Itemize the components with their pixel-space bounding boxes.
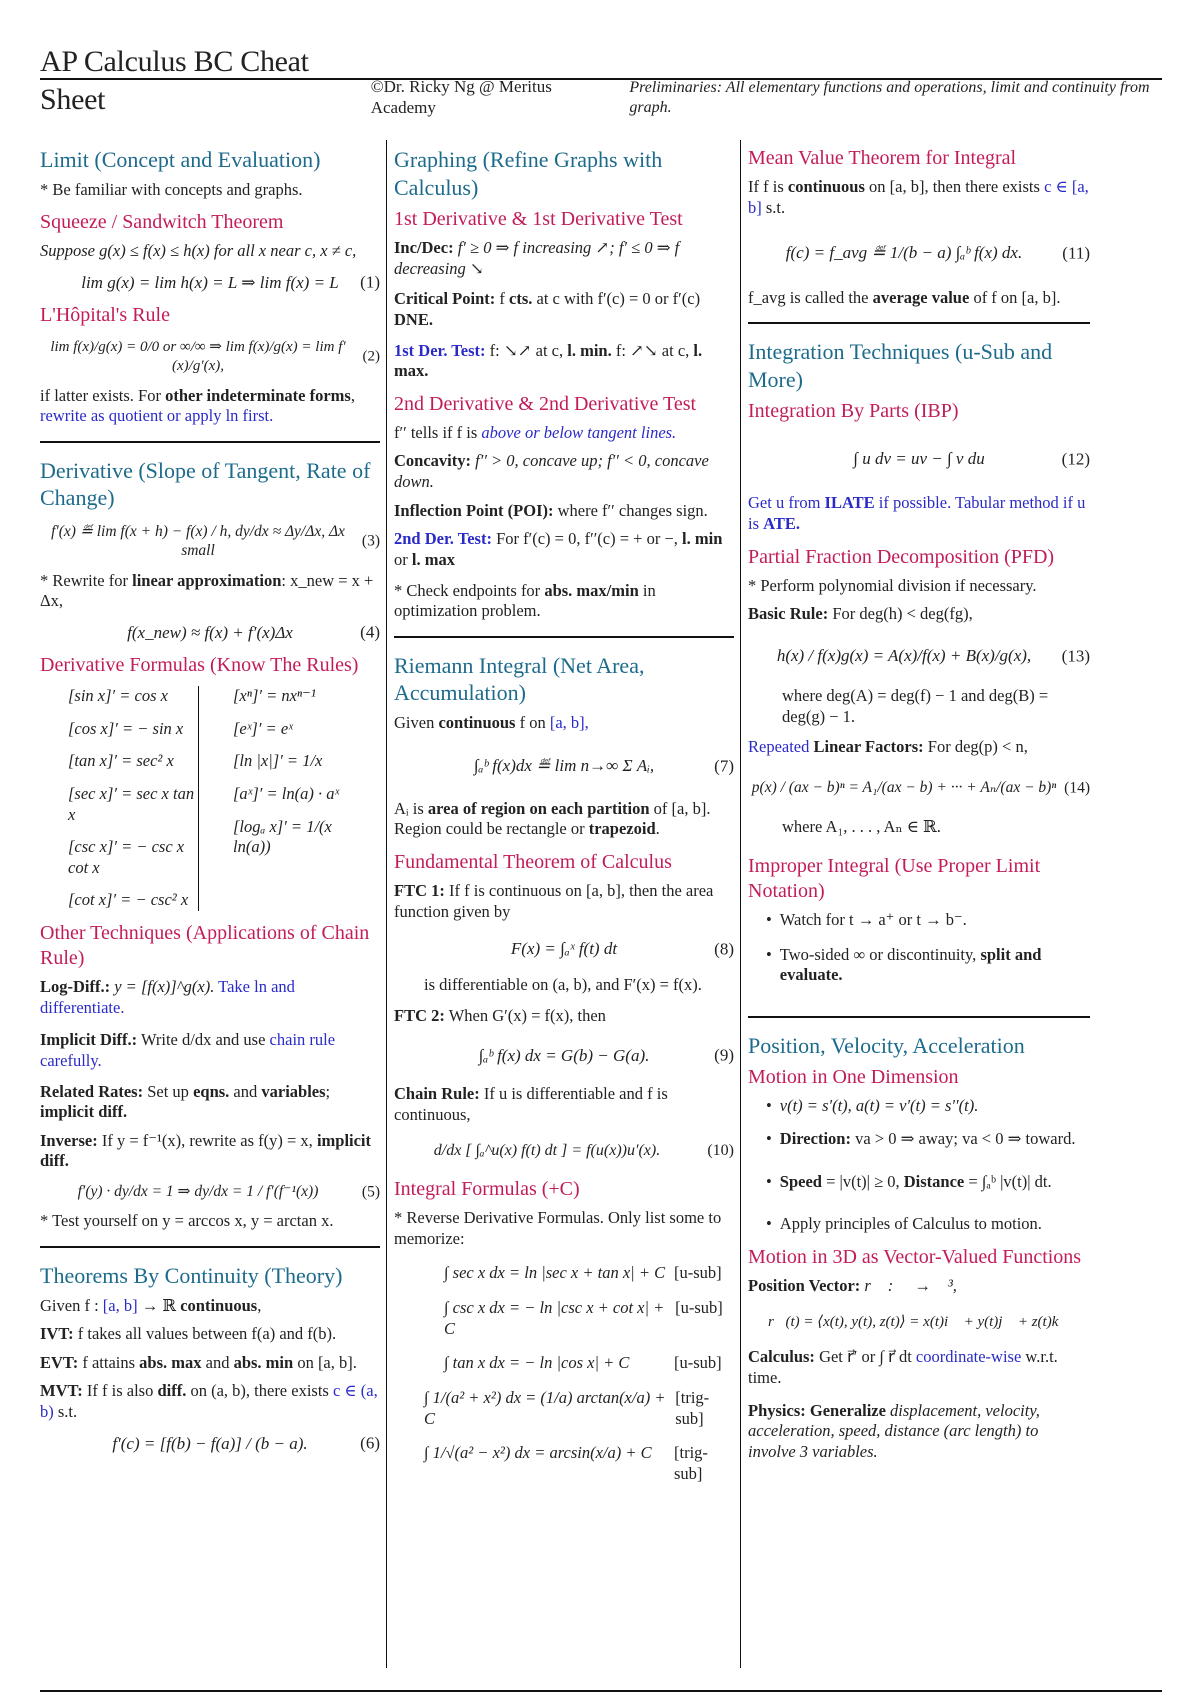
subsection-title: Integral Formulas (+C) xyxy=(394,1178,580,1201)
section-rule xyxy=(40,1246,380,1248)
bullet-text xyxy=(780,1129,1076,1150)
text-blue: [a, b], xyxy=(549,712,589,732)
subsection-title: L'Hôpital's Rule xyxy=(40,304,170,326)
text xyxy=(394,423,734,444)
text-part: If f is also xyxy=(86,1381,154,1401)
section-rule xyxy=(40,441,380,443)
text-blue: c ∈ [a, b] xyxy=(748,177,1089,217)
label: Inverse: xyxy=(40,1130,98,1150)
formula: [logₐ x]′ = 1/(x ln(a)) xyxy=(233,816,332,857)
text-bold: DNE. xyxy=(394,309,433,329)
text-part: on (a, b), there exists xyxy=(190,1381,329,1401)
text-part: For f′(c) = 0, f′′(c) = + or −, xyxy=(496,529,678,549)
text xyxy=(394,341,734,382)
label: 2nd Der. Test: xyxy=(394,529,492,549)
text-blue: Take ln and differentiate. xyxy=(40,977,295,1017)
equation xyxy=(394,1141,734,1161)
equation-body: ∫ u dv = uv − ∫ v du xyxy=(853,449,985,469)
text xyxy=(40,571,380,612)
equation-body: p(x) / (ax − b)ⁿ = A₁/(ax − b) + ··· + Aₙ/(ax − b)ⁿ xyxy=(751,779,1057,796)
text-part: on [a, b], then there exists xyxy=(869,177,1040,196)
text-bold: continuous xyxy=(180,1295,258,1315)
equation-number: (5) xyxy=(361,1183,380,1200)
equation-body: lim g(x) = lim h(x) = L ⇒ lim f(x) = L xyxy=(81,272,339,292)
text: Given f : [a, b] → ℝ continuous, xyxy=(40,1295,262,1315)
text-part: * Check endpoints for xyxy=(394,580,541,600)
equation xyxy=(40,338,380,376)
subsection-title: Squeeze / Sandwitch Theorem xyxy=(40,211,284,234)
text-bold: average value xyxy=(872,287,970,307)
label: Speed xyxy=(779,1171,822,1191)
text-part: f attains xyxy=(82,1352,136,1372)
text-part: If f is xyxy=(748,177,784,196)
equation-number: (13) xyxy=(1061,645,1090,665)
formula: ∫ sec x dx = ln |sec x + tan x| + C xyxy=(444,1263,666,1283)
method-tag: [u-sub] xyxy=(674,1263,722,1283)
bullet-item xyxy=(766,1214,1090,1235)
table-divider xyxy=(198,686,199,911)
subsection-title: Improper Integral (Use Proper Limit Notation) xyxy=(748,855,1041,902)
section-title: Integration Techniques (u-Sub and More) xyxy=(748,339,1053,392)
section-title: Limit (Concept and Evaluation) xyxy=(40,147,321,172)
text-part: f′′ tells if f is xyxy=(394,422,478,442)
subsection-title: Integration By Parts (IBP) xyxy=(748,400,959,423)
equation xyxy=(40,622,380,643)
label: FTC 2: xyxy=(394,1006,445,1025)
equation xyxy=(394,1045,734,1066)
text-part: → ℝ xyxy=(141,1295,177,1315)
text-blue: rewrite as quotient or apply ln first. xyxy=(40,406,274,426)
label: Physics: xyxy=(748,1400,806,1420)
subsection-title: Mean Value Theorem for Integral xyxy=(748,147,1017,169)
label: EVT: xyxy=(40,1352,79,1372)
note: * Perform polynomial division if necessary. xyxy=(748,575,1037,595)
text-part: Write d/dx and use xyxy=(140,1030,266,1050)
text-part: y = [f(x)]^g(x). xyxy=(114,977,215,996)
method-tag: [trig-sub] xyxy=(674,1443,708,1483)
text-part: f on xyxy=(519,712,546,732)
bullet-item xyxy=(766,945,1090,986)
text-part: va > 0 ⇒ away; va < 0 ⇒ toward. xyxy=(855,1129,1076,1148)
equation xyxy=(40,522,380,561)
text-part: Set up xyxy=(147,1081,189,1101)
bottom-rule xyxy=(40,1690,1162,1692)
text-part: f xyxy=(499,289,505,309)
equation-body: ∫ₐᵇ f(x)dx ≝ lim n→∞ Σ Aᵢ, xyxy=(473,756,655,776)
bullet-text xyxy=(780,1172,1052,1193)
text-bold: other indeterminate forms xyxy=(165,385,351,405)
integral-formula-row xyxy=(444,1263,734,1284)
equation-number: (1) xyxy=(360,272,380,292)
text-part: = |v(t)| ≥ 0, xyxy=(826,1171,900,1191)
text-blue: c ∈ (a, b) xyxy=(40,1381,378,1421)
equation-body: h(x) / f(x)g(x) = A(x)/f(x) + B(x)/g(x), xyxy=(776,645,1032,665)
equation xyxy=(748,645,1090,666)
text-bold: continuous xyxy=(438,712,516,732)
label: FTC 1: xyxy=(394,880,445,900)
formula: ∫ 1/(a² + x²) dx = (1/a) arctan(x/a) + C xyxy=(424,1387,666,1428)
formula: ∫ 1/√(a² − x²) dx = arcsin(x/a) + C xyxy=(424,1443,652,1463)
text-part: If y = f⁻¹(x), rewrite as f(y) = x, xyxy=(101,1130,313,1150)
text-bold: l. max xyxy=(411,549,455,569)
text-part: : x_new = x + Δx, xyxy=(40,570,374,611)
text-part: of [a, b]. Region could be rectangle or xyxy=(394,798,711,839)
equation-body: f′(x) ≝ lim f(x + h) − f(x) / h, dy/dx ≈ Δy/Δx, Δx small xyxy=(51,522,345,560)
equation xyxy=(748,1313,1090,1332)
text-bold: area of region on each partition xyxy=(427,798,650,818)
text-bold: l. min. xyxy=(567,340,612,360)
label: Direction: xyxy=(779,1129,851,1148)
text-blue: coordinate-wise xyxy=(915,1347,1022,1367)
text xyxy=(394,451,734,492)
text: Related Rates: Set up eqns. and variables; implicit diff. xyxy=(40,1081,331,1122)
formula: [cos x]′ = − sin x xyxy=(68,718,184,738)
page-title: AP Calculus BC Cheat Sheet xyxy=(40,45,309,116)
equation-body: f(x_new) ≈ f(x) + f′(x)Δx xyxy=(127,622,293,642)
section-rule xyxy=(748,322,1090,324)
section-title: Graphing (Refine Graphs with Calculus) xyxy=(394,147,663,200)
integral-formula-row xyxy=(424,1443,734,1484)
text-part: or xyxy=(394,549,408,569)
equation-number: (11) xyxy=(1062,243,1090,263)
text-bold: continuous xyxy=(787,177,865,196)
equation xyxy=(40,1182,380,1201)
text xyxy=(748,1401,1090,1463)
formula: [cot x]′ = − csc² x xyxy=(68,890,189,910)
method-tag: [trig-sub] xyxy=(675,1387,710,1428)
text-bold: abs. max/min xyxy=(544,580,639,600)
formula: [xⁿ]′ = nxⁿ⁻¹ xyxy=(233,686,316,705)
text-part: and xyxy=(205,1352,230,1372)
text-bold: diff. xyxy=(157,1381,187,1401)
text-part: Aᵢ is xyxy=(394,798,424,818)
formula: [tan x]′ = sec² x xyxy=(68,751,174,771)
subsection-title: Motion in One Dimension xyxy=(748,1066,959,1089)
text: Aᵢ is area of region on each partition of [a, b]. Region could be rectangle or trapezoid. xyxy=(394,798,711,839)
text xyxy=(748,493,1090,534)
equation-body: r⃗(t) = ⟨x(t), y(t), z(t)⟩ = x(t)i⃗ + y(t)j⃗ + z(t)k⃗ xyxy=(767,1313,1071,1330)
text xyxy=(748,1347,1090,1388)
method-tag: [u-sub] xyxy=(674,1353,722,1373)
text-part: Two-sided ∞ or discontinuity, xyxy=(779,944,977,964)
label: Calculus: xyxy=(748,1347,815,1367)
subsection-title: Other Techniques (Applications of Chain Rule) xyxy=(40,922,370,969)
column-divider xyxy=(740,140,741,1668)
bullet-item xyxy=(766,1096,1090,1117)
text-part: if latter exists. For xyxy=(40,385,161,405)
text-part: r⃗ : ℝ → ℝ³, xyxy=(864,1275,957,1295)
equation xyxy=(748,242,1090,263)
text-part: s.t. xyxy=(57,1402,78,1421)
label: Basic Rule: xyxy=(748,604,829,624)
equation xyxy=(40,1433,380,1454)
label: Log-Diff.: xyxy=(40,977,111,996)
text-part: s.t. xyxy=(765,197,786,217)
subsection-title: Partial Fraction Decomposition (PFD) xyxy=(748,545,1055,568)
equation-body: d/dx [ ∫ₐ^u(x) f(t) dt ] = f(u(x))u′(x). xyxy=(433,1142,661,1160)
text-bold: abs. min xyxy=(233,1352,294,1372)
text xyxy=(394,1084,734,1125)
formula: [aˣ]′ = ln(a) · aˣ xyxy=(233,783,340,803)
bullet-item xyxy=(766,1129,1090,1150)
bullet-text: • Watch for t → a⁺ or t → b⁻. xyxy=(779,910,967,929)
text xyxy=(748,1276,1090,1297)
subsection-title: 2nd Derivative & 2nd Derivative Test xyxy=(394,392,697,415)
text xyxy=(748,288,1090,309)
bullet-item xyxy=(766,910,1090,931)
equation-number: (6) xyxy=(360,1433,380,1453)
text-part: Given f : xyxy=(40,1295,99,1315)
text-bold: trapezoid xyxy=(588,819,656,839)
equation-body: f(c) = f_avg ≝ 1/(b − a) ∫ₐᵇ f(x) dx. xyxy=(785,243,1023,263)
text-bold: abs. max xyxy=(139,1352,202,1372)
text-blue: chain rule carefully. xyxy=(40,1030,336,1070)
text-part: If u is differentiable and f is continuous, xyxy=(394,1083,668,1124)
label: IVT: xyxy=(40,1324,74,1344)
equation-number: (12) xyxy=(1061,449,1090,469)
text: if latter exists. For other indeterminate forms, rewrite as quotient or apply ln first. xyxy=(40,385,355,426)
equation xyxy=(394,755,734,776)
section-title: Theorems By Continuity (Theory) xyxy=(40,1263,343,1288)
text-part: f: ↗↘ at c, xyxy=(615,340,690,360)
label: Critical Point: xyxy=(394,289,496,309)
text xyxy=(394,529,734,570)
text: where A₁, . . . , Aₙ ∈ ℝ. xyxy=(782,817,941,837)
equation-number: (3) xyxy=(361,532,380,550)
text-part: at c with f′(c) = 0 or f′(c) xyxy=(536,289,701,309)
label: 1st Der. Test: xyxy=(394,340,486,360)
equation xyxy=(748,778,1090,797)
text-blue: Repeated xyxy=(748,737,810,757)
text-part: Given xyxy=(394,712,435,732)
text-bold: variables xyxy=(261,1081,326,1101)
formula: ∫ csc x dx = − ln |csc x + cot x| + C xyxy=(444,1298,665,1338)
text-bold: l. max. xyxy=(394,340,703,381)
label: Related Rates: xyxy=(40,1081,144,1101)
equation xyxy=(40,272,380,293)
equation-number: (4) xyxy=(360,622,380,642)
formula: [csc x]′ = − csc x cot x xyxy=(68,837,185,877)
text xyxy=(394,289,734,330)
text-part: If f is continuous on [a, b], then the area function given by xyxy=(394,880,714,921)
section-title: Riemann Integral (Net Area, Accumulation) xyxy=(394,652,645,706)
bullet-text xyxy=(780,945,1090,986)
text-part: * Rewrite for xyxy=(40,570,128,590)
integral-formula-row xyxy=(424,1388,734,1429)
text-blue: [a, b] xyxy=(102,1295,138,1315)
text-part: in optimization problem. xyxy=(394,580,656,621)
method-tag: [u-sub] xyxy=(675,1298,723,1317)
equation-body: ∫ₐᵇ f(x) dx = G(b) − G(a). xyxy=(478,1045,650,1065)
text xyxy=(40,977,380,1018)
section-rule xyxy=(748,1016,1090,1018)
text-part: f_avg is called the xyxy=(748,287,869,307)
text-part: f′′ > 0, concave up; f′′ < 0, concave down. xyxy=(394,451,709,491)
equation-body: lim f(x)/g(x) = 0/0 or ∞/∞ ⇒ lim f(x)/g(x) = lim f′(x)/g′(x), xyxy=(50,339,346,374)
text-bold: ATE. xyxy=(763,514,800,533)
text-part: of f on [a, b]. xyxy=(973,287,1061,307)
integral-formula-row xyxy=(444,1298,734,1339)
text-part: Get r⃗′ or ∫ r⃗ dt xyxy=(819,1347,912,1367)
text xyxy=(394,501,734,522)
column-divider xyxy=(386,140,387,1668)
section-rule xyxy=(394,636,734,638)
text xyxy=(40,1131,380,1172)
text-bold: eqns. xyxy=(193,1081,230,1101)
text-blue: if possible. Tabular method if u is xyxy=(748,493,1086,533)
text-bold: implicit diff. xyxy=(40,1102,128,1122)
column-1 xyxy=(40,140,380,1464)
text-part: When G′(x) = f(x), then xyxy=(448,1006,606,1025)
column-2 xyxy=(394,140,734,1498)
equation-body: f′(y) · dy/dx = 1 ⇒ dy/dx = 1 / f′(f⁻¹(x)) xyxy=(77,1183,319,1200)
label: Linear Factors: xyxy=(813,737,924,757)
text-blue: above or below tangent lines. xyxy=(481,422,677,442)
text xyxy=(748,604,1090,625)
label: Chain Rule: xyxy=(394,1083,480,1103)
header xyxy=(40,45,1162,118)
text-part: f′ ≥ 0 ⇒ f increasing ↗; f′ ≤ 0 ⇒ f decreasing ↘ xyxy=(394,238,680,278)
text: Suppose g(x) ≤ f(x) ≤ h(x) for all x near c, x ≠ c, xyxy=(40,241,357,261)
formula: [sec x]′ = sec x tan x xyxy=(68,783,195,824)
equation xyxy=(748,448,1090,469)
bullet-text: • Apply principles of Calculus to motion. xyxy=(779,1214,1042,1234)
equation-number: (7) xyxy=(714,756,734,776)
text xyxy=(748,177,1090,218)
text: is differentiable on (a, b), and F′(x) = f(x). xyxy=(424,975,702,995)
text-bold: cts. xyxy=(509,289,533,309)
text xyxy=(748,737,1090,758)
subsection-title: Derivative Formulas (Know The Rules) xyxy=(40,654,359,676)
note: * Test yourself on y = arccos x, y = arctan x. xyxy=(40,1211,334,1231)
label: Distance xyxy=(903,1171,965,1191)
text-part: displacement, velocity, acceleration, speed, distance (arc length) to involve 3 variables. xyxy=(748,1400,1040,1461)
author-line: ©Dr. Ricky Ng @ Meritus Academy xyxy=(370,76,552,117)
equation-body: f′(c) = [f(b) − f(a)] / (b − a). xyxy=(112,1433,308,1453)
formula-list-exp xyxy=(233,686,353,911)
text xyxy=(394,1006,734,1027)
label: MVT: xyxy=(40,1381,83,1401)
subsection-title: Motion in 3D as Vector-Valued Functions xyxy=(748,1245,1082,1268)
text xyxy=(394,238,734,279)
text-bold: l. min xyxy=(682,529,723,549)
subsection-title: Fundamental Theorem of Calculus xyxy=(394,850,672,873)
label: Concavity: xyxy=(394,451,471,471)
equation xyxy=(394,938,734,959)
equation-number: (2) xyxy=(362,348,380,365)
derivative-formula-table xyxy=(68,686,380,911)
section-title: Derivative (Slope of Tangent, Rate of Change) xyxy=(40,457,371,511)
label: Position Vector: xyxy=(748,1275,861,1295)
equation-number: (14) xyxy=(1064,779,1090,796)
text-part: For deg(h) < deg(fg), xyxy=(832,604,973,624)
label: Implicit Diff.: xyxy=(40,1030,138,1050)
text-bold: split and evaluate. xyxy=(779,944,1042,985)
note: * Be familiar with concepts and graphs. xyxy=(40,179,303,199)
text-part: = ∫ₐᵇ |v(t)| dt. xyxy=(968,1171,1052,1191)
text xyxy=(40,1353,380,1374)
text-part: w.r.t. time. xyxy=(748,1347,1058,1387)
text xyxy=(40,1030,380,1071)
text xyxy=(394,881,734,922)
preliminaries-note: Preliminaries: All elementary functions and operations, limit and continuity from graph. xyxy=(629,79,1150,116)
text-bold: Generalize xyxy=(809,1400,886,1420)
text xyxy=(40,1324,380,1345)
label: Inflection Point (POI): xyxy=(394,500,554,520)
text: where deg(A) = deg(f) − 1 and deg(B) = deg(g) − 1. xyxy=(782,686,1049,726)
text-part: and xyxy=(233,1081,258,1101)
formula: [ln |x|]′ = 1/x xyxy=(233,751,323,771)
label: Inc/Dec: xyxy=(394,238,454,257)
note: * Reverse Derivative Formulas. Only list some to memorize: xyxy=(394,1208,722,1248)
formula: ∫ tan x dx = − ln |cos x| + C xyxy=(444,1353,630,1373)
formula-list-trig xyxy=(68,686,198,911)
text-bold: linear approximation xyxy=(132,570,282,590)
formula: [eˣ]′ = eˣ xyxy=(233,718,293,738)
bullet-text: • v(t) = s′(t), a(t) = v′(t) = s′′(t). xyxy=(779,1096,979,1116)
subsection-title: 1st Derivative & 1st Derivative Test xyxy=(394,208,683,230)
text-part: For deg(p) < n, xyxy=(927,737,1028,757)
formula: [sin x]′ = cos x xyxy=(68,686,168,705)
text xyxy=(40,1381,380,1422)
text-bold: implicit diff. xyxy=(40,1130,372,1171)
text-part: on [a, b]. xyxy=(297,1352,357,1372)
text-part: where f′′ changes sign. xyxy=(557,500,708,520)
text-part: f: ↘↗ at c, xyxy=(489,340,564,360)
text xyxy=(394,713,734,734)
text-part: f takes all values between f(a) and f(b). xyxy=(77,1324,337,1344)
note xyxy=(394,581,734,622)
section-title: Position, Velocity, Acceleration xyxy=(748,1032,1025,1058)
integral-formula-row xyxy=(444,1353,734,1374)
equation-number: (8) xyxy=(714,939,734,959)
text-blue: Get u from xyxy=(748,493,821,513)
equation-number: (9) xyxy=(714,1045,734,1065)
text-bold: ILATE xyxy=(824,493,875,513)
equation-body: F(x) = ∫ₐˣ f(t) dt xyxy=(510,939,618,959)
bullet-item xyxy=(766,1172,1090,1193)
equation-number: (10) xyxy=(707,1142,734,1160)
column-3 xyxy=(748,140,1090,1466)
